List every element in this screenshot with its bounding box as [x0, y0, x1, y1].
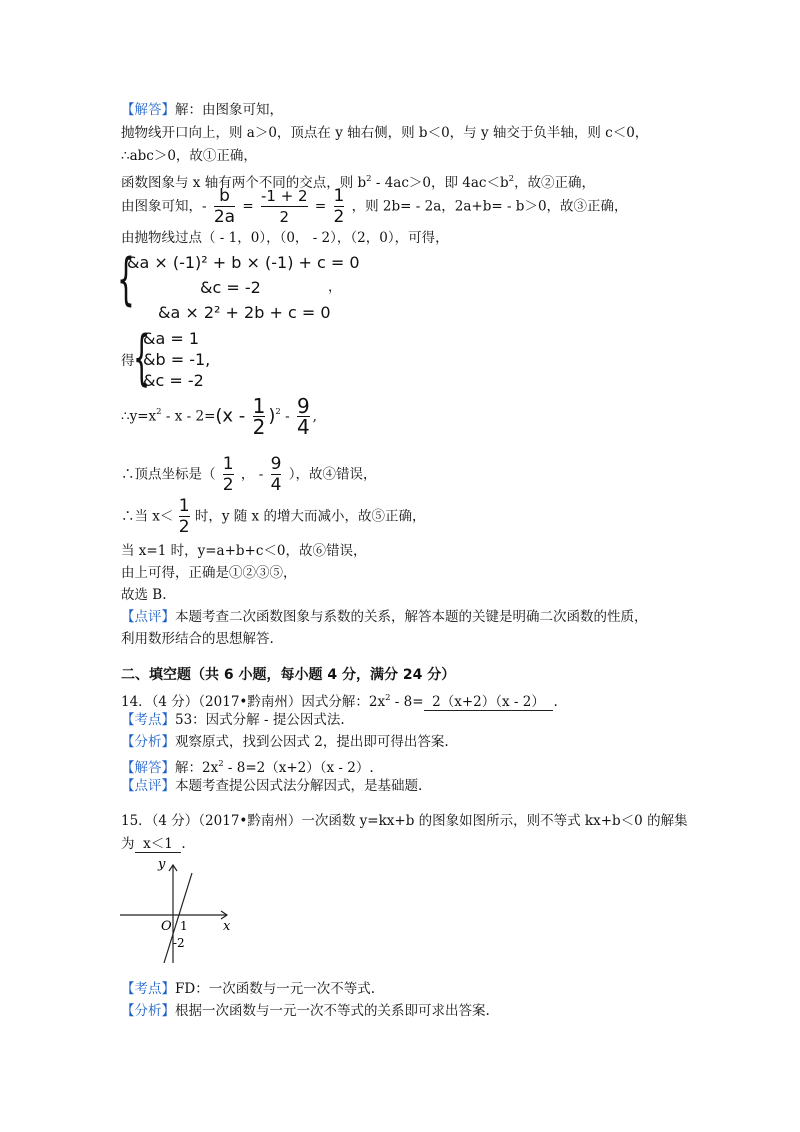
equation-row: &a = 1	[143, 329, 200, 348]
fraction: $\frac{9}{4}$	[296, 394, 310, 439]
fraction: $\frac{1}{2}$	[333, 186, 345, 227]
vertex-coordinate-line: ∴顶点坐标是（ $\frac{1}{2}$ ， - $\frac{9}{4}$ ），故④错误，	[121, 454, 377, 495]
comma: ，	[328, 279, 342, 295]
question-15-stem: 15．（4 分）（2017•黔南州）一次函数 y=kx+b 的图象如图所示，则不等式 kx+b＜0 的解集	[121, 813, 688, 829]
jieda-line-1: 【解答】解：由图象可知，	[121, 102, 283, 118]
fenxi-tag: 【分析】	[121, 734, 175, 750]
vertex-form-line: $\therefore y=x^2 - x - 2=(x$ - $\frac{1}{2}$ )$^2$ - $\frac{9}{4}$ ,	[121, 394, 317, 439]
left-brace: {	[133, 323, 151, 393]
solution-line: ∴abc＞0，故①正确，	[121, 148, 257, 164]
solution-line: 当 x=1 时，y=a+b+c＜0，故⑥错误，	[121, 543, 367, 559]
y-intercept-label: -2	[173, 936, 185, 950]
fraction: $\frac{9}{4}$	[270, 454, 282, 495]
solution-line: 由抛物线过点（ - 1，0），（0， - 2），（2，0），可得，	[121, 230, 449, 246]
question-15-stem-2: 为 x＜1 .	[121, 836, 186, 852]
fenxi-line: 【分析】观察原式，找到公因式 2，提出即可得出答案.	[121, 734, 449, 750]
fenxi-tag: 【分析】	[121, 1003, 175, 1019]
kaodian-tag: 【考点】	[121, 712, 175, 728]
x-axis-label: x	[223, 919, 231, 934]
axis-of-symmetry-line: 由图象可知，- $\frac{b}{2a}$ = $\frac{-1 + 2}{2}$ = $\frac{1}{2}$ ，则 2b= - 2a，2a+b= - b＞0，故③正确，	[121, 186, 628, 227]
equation-row: &b = -1,	[143, 350, 211, 369]
fraction: $\frac{b}{2a}$	[213, 186, 236, 227]
fenxi-line: 【分析】根据一次函数与一元一次不等式的关系即可求出答案.	[121, 1003, 490, 1019]
equation-row: &c = -2	[143, 371, 204, 390]
solution-line: 抛物线开口向上，则 a＞0，顶点在 y 轴右侧，则 b＜0，与 y 轴交于负半轴，则 c＜0，	[121, 125, 649, 141]
de-label: 得	[121, 353, 135, 369]
fraction: $\frac{1}{2}$	[252, 394, 266, 439]
left-brace: {	[117, 247, 135, 312]
solution-line: 由上可得，正确是①②③⑤，	[121, 565, 297, 581]
kaodian-tag: 【考点】	[121, 981, 175, 997]
solution-line: 利用数形结合的思想解答.	[121, 631, 274, 647]
question-14-stem: 14．（4 分）（2017•黔南州）因式分解：$2x^2 - 8= 2(x+2)(x - 2)$ .	[121, 693, 558, 710]
fraction: $\frac{-1 + 2}{2}$	[261, 187, 308, 226]
decreasing-line: ∴当 x＜ $\frac{1}{2}$ 时，y 随 x 的增大而减小，故⑤正确，	[121, 496, 426, 537]
solution-line: 函数图象与 x 轴有两个不同的交点，则 $b^2 - 4ac>0$，即 $4ac<b^2$，故②正确，	[121, 174, 596, 191]
jieda-line: 【解答】解：$2x^2 - 8=2(x+2)(x - 2)$.	[121, 759, 374, 776]
kaodian-line: 【考点】FD：一次函数与一元一次不等式.	[121, 981, 375, 997]
dianping-tag: 【点评】	[121, 778, 175, 794]
origin-label: O	[161, 919, 172, 934]
linear-function-graph	[115, 855, 245, 970]
equation-row: &a × 2² + 2b + c = 0	[158, 303, 331, 322]
answer-blank: x＜1	[134, 836, 182, 852]
kaodian-line: 【考点】53：因式分解 - 提公因式法.	[121, 712, 345, 728]
dianping-tag: 【点评】	[121, 609, 175, 625]
answer-blank: 2（x+2）（x - 2）	[423, 694, 554, 710]
x-intercept-label: 1	[180, 919, 188, 933]
fraction: $\frac{1}{2}$	[222, 454, 234, 495]
fraction: $\frac{1}{2}$	[178, 496, 190, 537]
dianping-line: 【点评】本题考查提公因式法分解因式，是基础题.	[121, 778, 423, 794]
solution-line: 故选 B.	[121, 587, 167, 603]
jieda-tag: 【解答】	[121, 102, 175, 118]
equation-row: &c = -2	[200, 278, 261, 297]
dianping-line: 【点评】本题考查二次函数图象与系数的关系，解答本题的关键是明确二次函数的性质，	[121, 609, 648, 625]
jieda-tag: 【解答】	[121, 760, 175, 776]
equation-row: &a × (-1)² + b × (-1) + c = 0	[127, 253, 360, 272]
y-axis-label: y	[158, 857, 166, 872]
section-title: 二、填空题（共 6 小题，每小题 4 分，满分 24 分）	[121, 667, 456, 683]
